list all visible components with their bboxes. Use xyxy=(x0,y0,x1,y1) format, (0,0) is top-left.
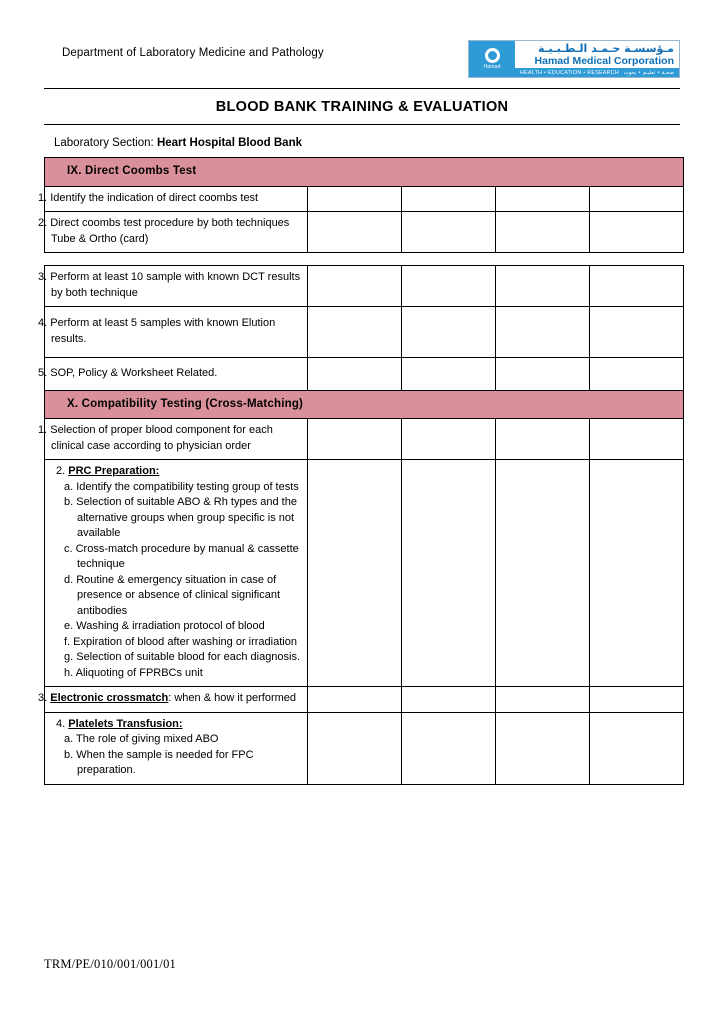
table-row xyxy=(45,266,684,307)
score-cell[interactable] xyxy=(590,186,684,212)
logo-mark-text: Hamad xyxy=(483,64,501,70)
prc-item: b. Selection of suitable ABO & Rh types and the alternative groups when group specific is not available xyxy=(64,496,297,539)
logo-english-name: Hamad Medical Corporation xyxy=(534,55,674,67)
score-cell[interactable] xyxy=(496,712,590,784)
task-label: 1. Identify the indication of direct coombs test xyxy=(45,186,308,212)
score-cell[interactable] xyxy=(402,419,496,460)
table-row xyxy=(45,712,684,784)
prc-item: c. Cross-match procedure by manual & cassette technique xyxy=(64,542,299,570)
electronic-crossmatch-title: Electronic crossmatch xyxy=(50,692,169,704)
logo-crest-icon xyxy=(485,48,500,63)
logo-tagline-english: HEALTH • EDUCATION • RESEARCH xyxy=(520,69,620,76)
electronic-crossmatch-number: 3. xyxy=(38,692,48,704)
prc-item: e. Washing & irradiation protocol of blood xyxy=(64,620,265,632)
laboratory-section-label: Laboratory Section: xyxy=(54,137,154,149)
score-cell[interactable] xyxy=(496,307,590,358)
electronic-crossmatch-cell xyxy=(38,687,308,713)
score-cell[interactable] xyxy=(496,212,590,253)
logo-arabic-name: مـؤسسـة حـمـد الـطـبـيـة xyxy=(537,42,674,55)
platelets-heading xyxy=(51,717,301,733)
score-cell[interactable] xyxy=(308,712,402,784)
task-label: 2. Direct coombs test procedure by both techniques Tube & Ortho (card) xyxy=(45,212,308,253)
section-ix-continued-table xyxy=(38,265,684,785)
task-label: 4. Perform at least 5 samples with known Elution results. xyxy=(45,307,308,358)
prc-heading xyxy=(51,464,301,480)
table-row xyxy=(45,358,684,391)
score-cell[interactable] xyxy=(402,266,496,307)
score-cell[interactable] xyxy=(402,358,496,391)
page-header xyxy=(44,40,680,84)
table-row xyxy=(45,687,684,713)
score-cell[interactable] xyxy=(402,307,496,358)
hamad-medical-corporation-logo xyxy=(468,40,680,78)
score-cell[interactable] xyxy=(308,419,402,460)
table-row xyxy=(45,419,684,460)
header-divider xyxy=(44,88,680,89)
table-row xyxy=(45,460,684,687)
section-x-heading: X. Compatibility Testing (Cross-Matching) xyxy=(45,390,684,419)
table-row xyxy=(45,307,684,358)
prc-item: d. Routine & emergency situation in case of presence or absence of clinical significant antibodies xyxy=(64,573,281,617)
task-label: 1. Selection of proper blood component for each clinical case according to physician order xyxy=(45,419,308,460)
table-row xyxy=(45,390,684,419)
score-cell[interactable] xyxy=(496,687,590,713)
score-cell[interactable] xyxy=(308,460,402,687)
prc-item: h. Aliquoting of FPRBCs unit xyxy=(64,666,203,679)
score-cell[interactable] xyxy=(308,186,402,212)
score-cell[interactable] xyxy=(590,460,684,687)
score-cell[interactable] xyxy=(402,712,496,784)
title-divider xyxy=(44,124,680,125)
table-gap xyxy=(44,253,680,265)
table-row xyxy=(45,212,684,253)
platelets-item: b. When the sample is needed for FPC preparation. xyxy=(64,748,254,776)
score-cell[interactable] xyxy=(496,266,590,307)
score-cell[interactable] xyxy=(402,460,496,687)
prc-heading-text: PRC Preparation: xyxy=(68,465,160,477)
prc-item: a. Identify the compatibility testing group of tests xyxy=(64,480,299,493)
score-cell[interactable] xyxy=(590,212,684,253)
score-cell[interactable] xyxy=(590,419,684,460)
score-cell[interactable] xyxy=(308,266,402,307)
platelets-heading-number: 4. xyxy=(56,717,66,730)
score-cell[interactable] xyxy=(308,307,402,358)
footer-document-code: TRM/PE/010/001/001/01 xyxy=(44,957,176,971)
page-title: BLOOD BANK TRAINING & EVALUATION xyxy=(215,99,509,115)
score-cell[interactable] xyxy=(496,460,590,687)
score-cell[interactable] xyxy=(402,186,496,212)
score-cell[interactable] xyxy=(590,307,684,358)
department-title: Department of Laboratory Medicine and Pathology xyxy=(62,47,324,59)
score-cell[interactable] xyxy=(590,266,684,307)
section-ix-heading: IX. Direct Coombs Test xyxy=(45,158,684,187)
platelets-item: a. The role of giving mixed ABO xyxy=(64,733,219,745)
prc-item: f. Expiration of blood after washing or irradiation xyxy=(64,635,297,648)
score-cell[interactable] xyxy=(590,712,684,784)
table-row xyxy=(45,186,684,212)
score-cell[interactable] xyxy=(590,358,684,391)
logo-tagline-strip xyxy=(515,68,679,77)
score-cell[interactable] xyxy=(496,186,590,212)
score-cell[interactable] xyxy=(496,358,590,391)
platelets-transfusion-cell xyxy=(45,712,308,784)
section-ix-table xyxy=(38,157,684,253)
prc-item: g. Selection of suitable blood for each diagnosis. xyxy=(64,651,301,663)
logo-text-block xyxy=(515,41,679,77)
score-cell[interactable] xyxy=(308,687,402,713)
electronic-crossmatch-rest: : when & how it performed xyxy=(168,692,297,704)
prc-heading-number: 2. xyxy=(56,465,66,477)
platelets-heading-text: Platelets Transfusion: xyxy=(68,717,183,730)
laboratory-section-line xyxy=(54,137,680,149)
table-row xyxy=(45,158,684,187)
score-cell[interactable] xyxy=(402,687,496,713)
score-cell[interactable] xyxy=(496,419,590,460)
score-cell[interactable] xyxy=(402,212,496,253)
logo-tagline-arabic: صحـة • تعليـم • بحوث xyxy=(623,69,674,76)
logo-mark-icon xyxy=(469,41,515,77)
score-cell[interactable] xyxy=(308,358,402,391)
task-label: 3. Perform at least 10 sample with known DCT results by both technique xyxy=(45,266,308,307)
score-cell[interactable] xyxy=(590,687,684,713)
prc-preparation-cell xyxy=(45,460,308,687)
laboratory-section-value: Heart Hospital Blood Bank xyxy=(156,137,302,149)
task-label: 5. SOP, Policy & Worksheet Related. xyxy=(45,358,308,391)
score-cell[interactable] xyxy=(308,212,402,253)
